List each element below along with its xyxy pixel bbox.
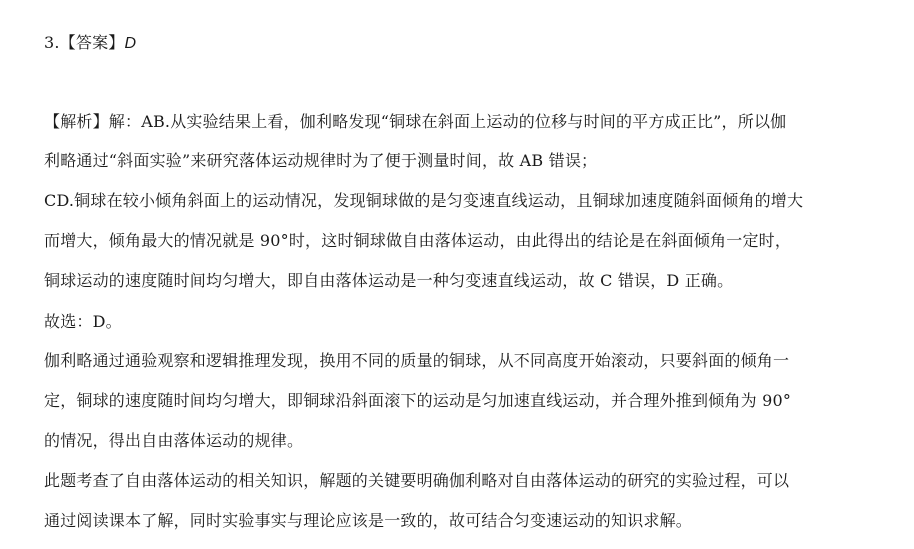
analysis-line-4: 而增大，倾角最大的情况就是 90°时，这时铜球做自由落体运动，由此得出的结论是在斜面倾角一定时， xyxy=(44,231,792,250)
explanation-line-3: 的情况，得出自由落体运动的规律。 xyxy=(44,431,304,450)
summary-line-1: 此题考查了自由落体运动的相关知识，解题的关键要明确伽利略对自由落体运动的研究的实验过程，可以 xyxy=(44,471,790,490)
explanation-line-1: 伽利略通过通验观察和逻辑推理发现，换用不同的质量的铜球，从不同高度开始滚动，只要斜面的倾角一 xyxy=(44,351,790,370)
analysis-line-3: CD.铜球在较小倾角斜面上的运动情况，发现铜球做的是匀变速直线运动，且铜球加速度随斜面倾角的增大 xyxy=(44,191,804,210)
explanation-line-2: 定，铜球的速度随时间均匀增大，即铜球沿斜面滚下的运动是匀加速直线运动，并合理外推到倾角为 90° xyxy=(44,391,792,410)
analysis-line-5: 铜球运动的速度随时间均匀增大，即自由落体运动是一种匀变速直线运动，故 C 错误，D 正确。 xyxy=(44,271,734,290)
answer-label: 【答案】 xyxy=(59,33,125,52)
answer-heading xyxy=(44,33,136,54)
analysis-line-2: 利略通过“斜面实验”来研究落体运动规律时为了便于测量时间，故 AB 错误； xyxy=(44,151,598,170)
summary-line-2: 通过阅读课本了解，同时实验事实与理论应该是一致的，故可结合匀变速运动的知识求解。 xyxy=(44,511,693,530)
choice-line: 故选：D。 xyxy=(44,312,122,331)
analysis-line-1: 【解析】解：AB.从实验结果上看，伽利略发现“铜球在斜面上运动的位移与时间的平方成正比”，所以伽 xyxy=(44,112,787,131)
answer-value: D xyxy=(124,35,137,52)
question-number: 3. xyxy=(44,33,60,52)
